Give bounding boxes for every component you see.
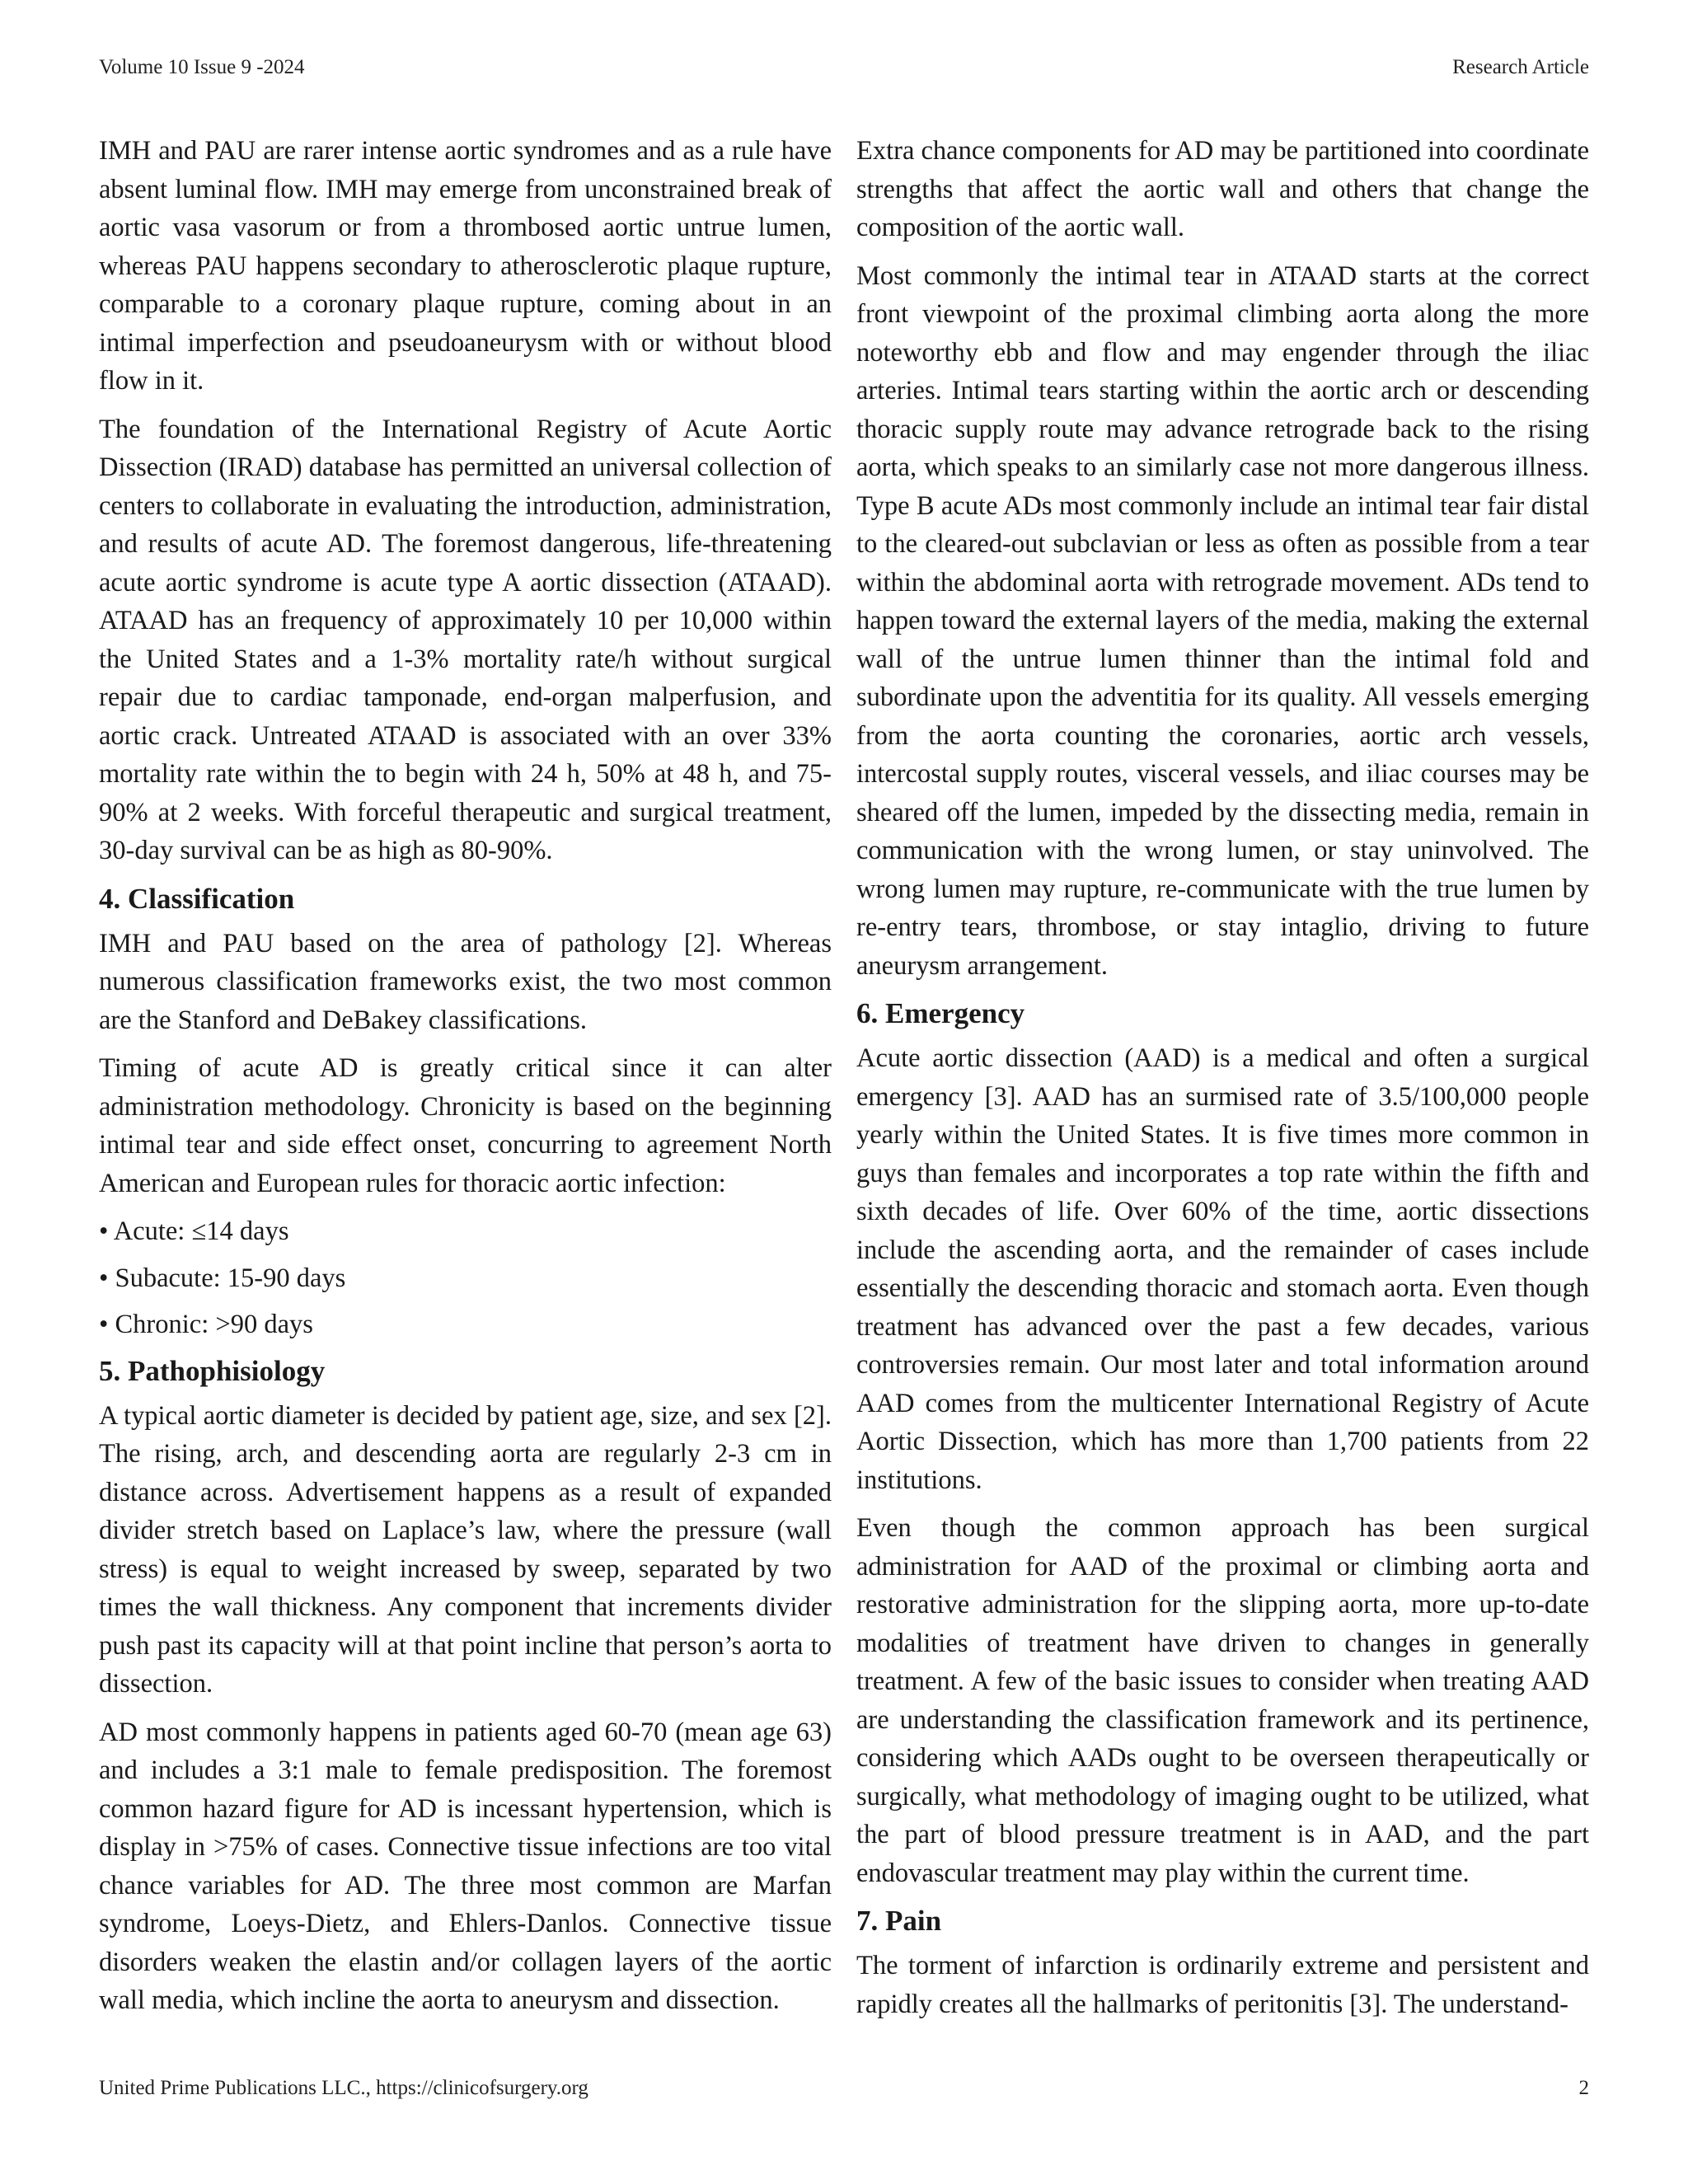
right-column xyxy=(856,132,1589,2052)
paragraph: The torment of infarction is ordinarily extreme and persistent and rapidly creates all the hallmarks of peritonitis [3]. The understand- xyxy=(856,1951,1589,2019)
paragraph: A typical aortic diameter is decided by patient age, size, and sex [2]. The rising, arch, and descending aorta are regularly 2-3 cm in distance across. Advertisement happens as a result of expanded divider stretch based on Laplace’s law, where the pressure (wall stress) is equal to weight increased by sweep, separated by two times the wall thickness. Any component that increments divider push past its capacity will at that point incline that person’s aorta to dissection. xyxy=(99,1400,832,1699)
paragraph: IMH and PAU based on the area of pathology [2]. Whereas numerous classification frameworks exist, the two most common are the Stanford and DeBakey classifications. xyxy=(99,928,832,1035)
volume-label: Volume 10 Issue 9 -2024 xyxy=(99,56,305,78)
list-item: • Acute: ≤14 days xyxy=(99,1216,289,1246)
article-type-label: Research Article xyxy=(1452,56,1589,78)
page-footer xyxy=(99,2077,1589,2100)
section-heading-classification: 4. Classification xyxy=(99,882,295,915)
paragraph: Acute aortic dissection (AAD) is a medical and often a surgical emergency [3]. AAD has an surmised rate of 3.5/100,000 people yearly within the United States. It is five times more common in guys than females and incorporates a top rate within the fifth and sixth decades of life. Over 60% of the time, aortic dissections include the ascending aorta, and the remainder of cases include essentially the descending thoracic and stomach aorta. Even though treatment has advanced over the past a few decades, various controversies remain. Our most later and total information around AAD comes from the multicenter International Registry of Acute Aortic Dissection, which has more than 1,700 patients from 22 institutions. xyxy=(856,1043,1589,1495)
paragraph: Timing of acute AD is greatly critical since it can alter administration methodology. Chronicity is based on the beginning intimal tear and side effect onset, concurring to agreement North American and European rules for thoracic aortic infection: xyxy=(99,1053,832,1198)
section-heading-pain: 7. Pain xyxy=(856,1905,942,1937)
paragraph: The foundation of the International Registry of Acute Aortic Dissection (IRAD) database has permitted an universal collection of centers to collaborate in evaluating the introduction, administration, and results of acute AD. The foremost dangerous, life-threatening acute aortic syndrome is acute type A aortic dissection (ATAAD). ATAAD has an frequency of approximately 10 per 10,000 within the United States and a 1-3% mortality rate/h without surgical repair due to cardiac tamponade, end-organ malperfusion, and aortic crack. Untreated ATAAD is associated with an over 33% mortality rate within the to begin with 24 h, 50% at 48 h, and 75-90% at 2 weeks. With forceful therapeutic and surgical treatment, 30-day survival can be as high as 80-90%. xyxy=(99,414,832,865)
list-item: • Subacute: 15-90 days xyxy=(99,1263,346,1293)
left-column xyxy=(99,132,832,2052)
paragraph: IMH and PAU are rarer intense aortic syndromes and as a rule have absent luminal flow. IMH may emerge from unconstrained break of aortic vasa vasorum or from a thrombosed aortic untrue lumen, whereas PAU happens secondary to atherosclerotic plaque rupture, comparable to a coronary plaque rupture, coming about in an intimal imperfection and pseudoaneurysm with or without blood flow in it. xyxy=(99,136,832,396)
section-heading-emergency: 6. Emergency xyxy=(856,997,1025,1029)
body-columns xyxy=(99,132,1589,2052)
paragraph: Even though the common approach has been surgical administration for AAD of the proximal or climbing aorta and restorative administration for the slipping aorta, more up-to-date modalities of treatment have driven to changes in generally treatment. A few of the basic issues to consider when treating AAD are understanding the classification framework and its pertinence, considering which AADs ought to be overseen therapeutically or surgically, what methodology of imaging ought to be utilized, what the part of blood pressure treatment is in AAD, and the part endovascular treatment may play within the current time. xyxy=(856,1513,1589,1888)
paragraph: Most commonly the intimal tear in ATAAD starts at the correct front viewpoint of the proximal climbing aorta along the more noteworthy ebb and flow and may engender through the iliac arteries. Intimal tears starting within the aortic arch or descending thoracic supply route may advance retrograde back to the rising aorta, which speaks to an similarly case not more dangerous illness. Type B acute ADs most commonly include an intimal tear fair distal to the cleared-out subclavian or less as often as possible from a tear within the abdominal aorta with retrograde movement. ADs tend to happen toward the external layers of the media, making the external wall of the untrue lumen thinner than the intimal fold and subordinate upon the adventitia for its quality. All vessels emerging from the aorta counting the coronaries, aortic arch vessels, intercostal supply routes, visceral vessels, and iliac courses may be sheared off the lumen, impeded by the dissecting media, remain in communication with the wrong lumen, or stay uninvolved. The wrong lumen may rupture, re-communicate with the true lumen by re-entry tears, thrombose, or stay intaglio, driving to future aneurysm arrangement. xyxy=(856,260,1589,981)
page-number: 2 xyxy=(1578,2077,1589,2099)
paragraph: Extra chance components for AD may be partitioned into coordinate strengths that affect the aortic wall and others that change the composition of the aortic wall. xyxy=(856,136,1589,242)
list-item: • Chronic: >90 days xyxy=(99,1310,313,1339)
running-header xyxy=(99,56,1589,79)
publisher-footer-text: United Prime Publications LLC., https://clinicofsurgery.org xyxy=(99,2077,588,2099)
paragraph: AD most commonly happens in patients aged 60-70 (mean age 63) and includes a 3:1 male to female predisposition. The foremost common hazard figure for AD is incessant hypertension, which is display in >75% of cases. Connective tissue infections are too vital chance variables for AD. The three most common are Marfan syndrome, Loeys-Dietz, and Ehlers-Danlos. Connective tissue disorders weaken the elastin and/or collagen layers of the aortic wall media, which incline the aorta to aneurysm and dissection. xyxy=(99,1717,832,2015)
section-heading-pathophysiology: 5. Pathophisiology xyxy=(99,1354,326,1387)
